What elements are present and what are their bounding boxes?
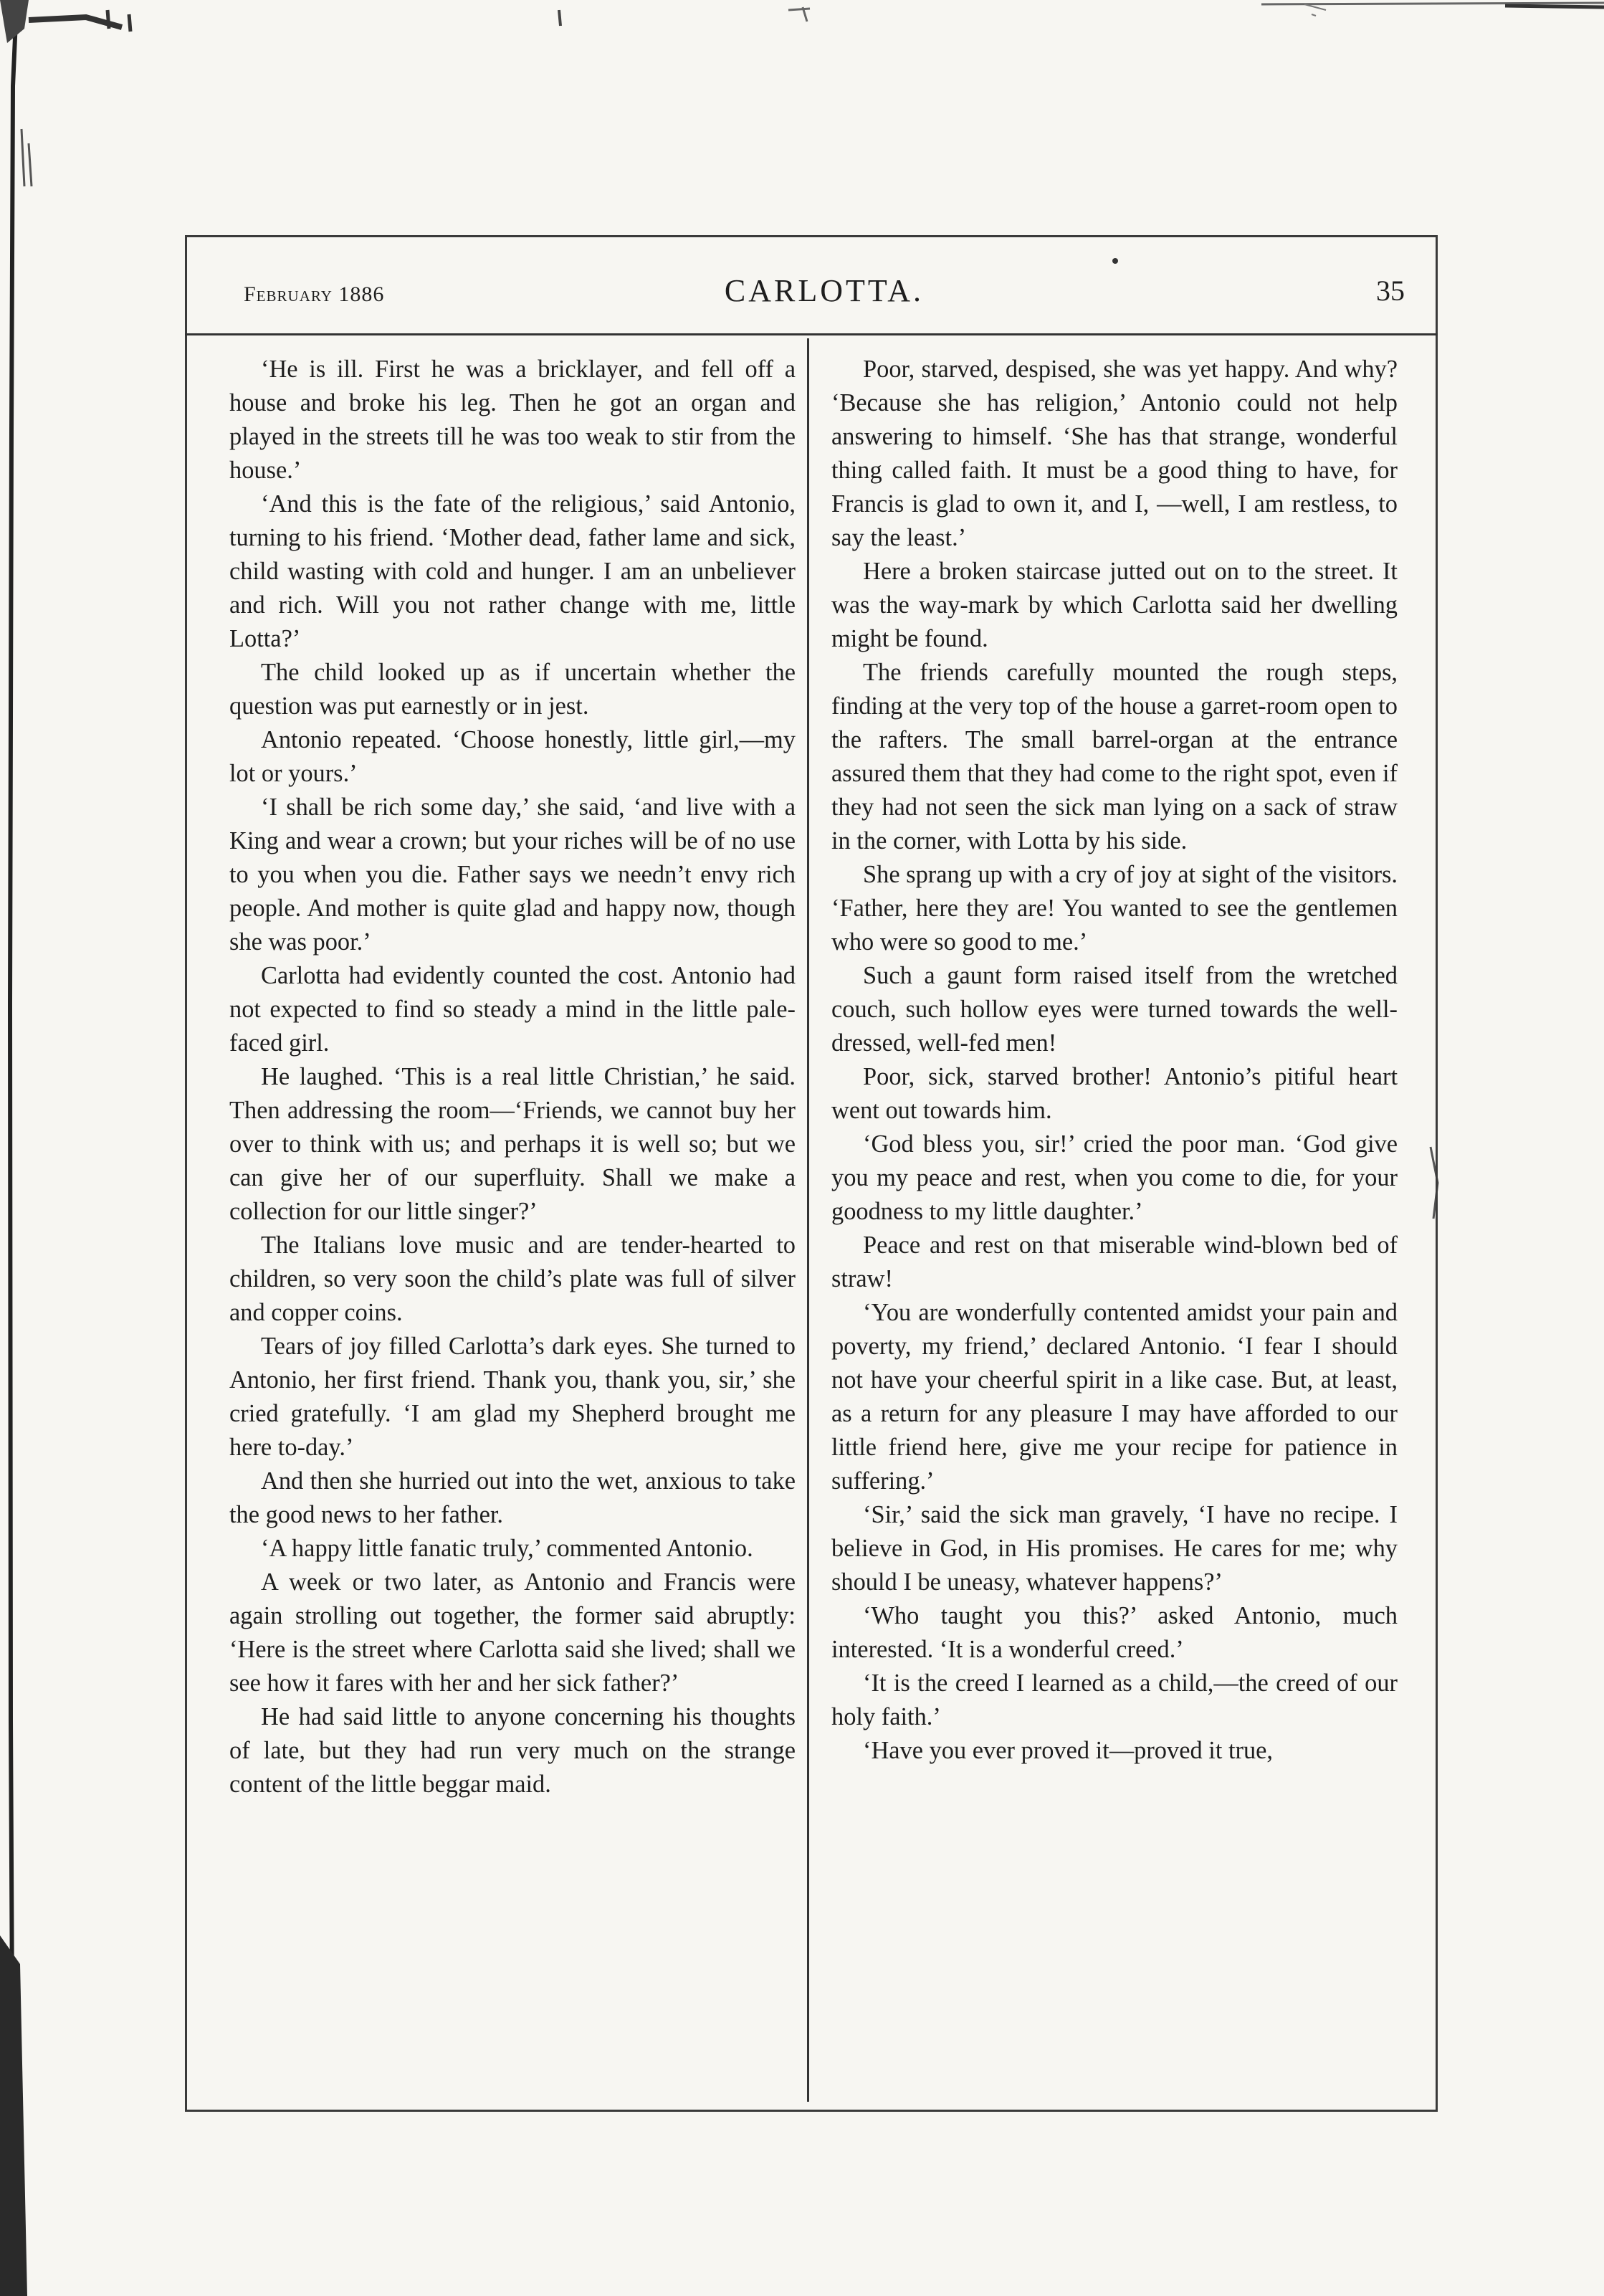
- paragraph: ‘It is the creed I learned as a child,—the creed of our holy faith.’: [831, 1669, 1398, 1730]
- paragraph: Tears of joy filled Carlotta’s dark eyes. She turned to Antonio, her first friend. Thank you, thank you, sir,’ she cried gratefully. ‘I am glad my Shepherd brought me here to-day.’: [229, 1333, 796, 1461]
- paragraph: Carlotta had evidently counted the cost. Antonio had not expected to find so steady a mind in the little pale-faced girl.: [229, 962, 796, 1057]
- left-column: [229, 353, 796, 2066]
- issue-date: February 1886: [244, 282, 385, 306]
- paragraph: Antonio repeated. ‘Choose honestly, little girl,—my lot or yours.’: [229, 726, 796, 787]
- right-column: [831, 353, 1398, 2066]
- paragraph: The Italians love music and are tender-hearted to children, so very soon the child’s plate was full of silver and copper coins.: [229, 1232, 796, 1326]
- paragraph: He had said little to anyone concerning his thoughts of late, but they had run very much on the strange content of the little beggar maid.: [229, 1703, 796, 1798]
- page-number: 35: [1376, 275, 1405, 307]
- paragraph: ‘Sir,’ said the sick man gravely, ‘I have no recipe. I believe in God, in His promises. He cares for me; why should I be uneasy, whatever happens?’: [831, 1501, 1398, 1596]
- paragraph: ‘Have you ever proved it—proved it true,: [863, 1737, 1274, 1764]
- paragraph: ‘And this is the fate of the religious,’ said Antonio, turning to his friend. ‘Mother dead, father lame and sick, child wasting with cold and hunger. I am an unbeliever and rich. Will you not rather change with me, little Lotta?’: [229, 490, 796, 652]
- paragraph: ‘Who taught you this?’ asked Antonio, much interested. ‘It is a wonderful creed.’: [831, 1602, 1398, 1663]
- column-divider: [807, 338, 809, 2102]
- page-title: CARLOTTA.: [724, 273, 925, 308]
- paragraph: Poor, starved, despised, she was yet happy. And why? ‘Because she has religion,’ Antonio could not help answering to himself. ‘She has that strange, wonderful thing called faith. It must be a good thing to have, for Francis is glad to own it, and I, —well, I am restless, to say the least.’: [831, 356, 1398, 551]
- paragraph: ‘He is ill. First he was a bricklayer, and fell off a house and broke his leg. Then he got an organ and played in the streets till he was too weak to stir from the house.’: [229, 356, 796, 484]
- paragraph: The child looked up as if uncertain whether the question was put earnestly or in jest.: [229, 659, 796, 720]
- paragraph: ‘You are wonderfully contented amidst your pain and poverty, my friend,’ declared Antonio. ‘I fear I should not have your cheerful spirit in a like case. But, at least, as a return for any pleasure I may have afforded to our little friend here, give me your recipe for patience in suffering.’: [831, 1299, 1398, 1495]
- header-rule: [185, 333, 1438, 335]
- paragraph: She sprang up with a cry of joy at sight of the visitors. ‘Father, here they are! You wanted to see the gentlemen who were so good to me.’: [831, 861, 1398, 956]
- paragraph: He laughed. ‘This is a real little Christian,’ he said. Then addressing the room—‘Friends, we cannot buy her over to think with us; and perhaps it is well so; but we can give her of our superfluity. Shall we make a collection for our little singer?’: [229, 1063, 796, 1225]
- paragraph: Such a gaunt form raised itself from the wretched couch, such hollow eyes were turned towards the well-dressed, well-fed men!: [831, 962, 1398, 1057]
- paragraph: Peace and rest on that miserable wind-blown bed of straw!: [831, 1232, 1398, 1292]
- paragraph: ‘A happy little fanatic truly,’ commented Antonio.: [261, 1535, 753, 1562]
- paragraph: ‘God bless you, sir!’ cried the poor man. ‘God give you my peace and rest, when you come to die, for your goodness to my little daughter.’: [831, 1130, 1398, 1225]
- running-head: [244, 267, 1405, 324]
- paragraph: ‘I shall be rich some day,’ she said, ‘and live with a King and wear a crown; but your riches will be of no use to you when you die. Father says we needn’t envy rich people. And mother is quite glad and happy now, though she was poor.’: [229, 794, 796, 956]
- paragraph: And then she hurried out into the wet, anxious to take the good news to her father.: [229, 1467, 796, 1528]
- paragraph: Here a broken staircase jutted out on to the street. It was the way-mark by which Carlotta said her dwelling might be found.: [831, 558, 1398, 652]
- paragraph: The friends carefully mounted the rough steps, finding at the very top of the house a garret-room open to the rafters. The small barrel-organ at the entrance assured them that they had come to the right spot, even if they had not seen the sick man lying on a sack of straw in the corner, with Lotta by his side.: [831, 659, 1398, 854]
- paragraph: Poor, sick, starved brother! Antonio’s pitiful heart went out towards him.: [831, 1063, 1398, 1124]
- paragraph: A week or two later, as Antonio and Francis were again strolling out together, the former said abruptly: ‘Here is the street where Carlotta said she lived; shall we see how it fares with her and her sick father?’: [229, 1568, 796, 1697]
